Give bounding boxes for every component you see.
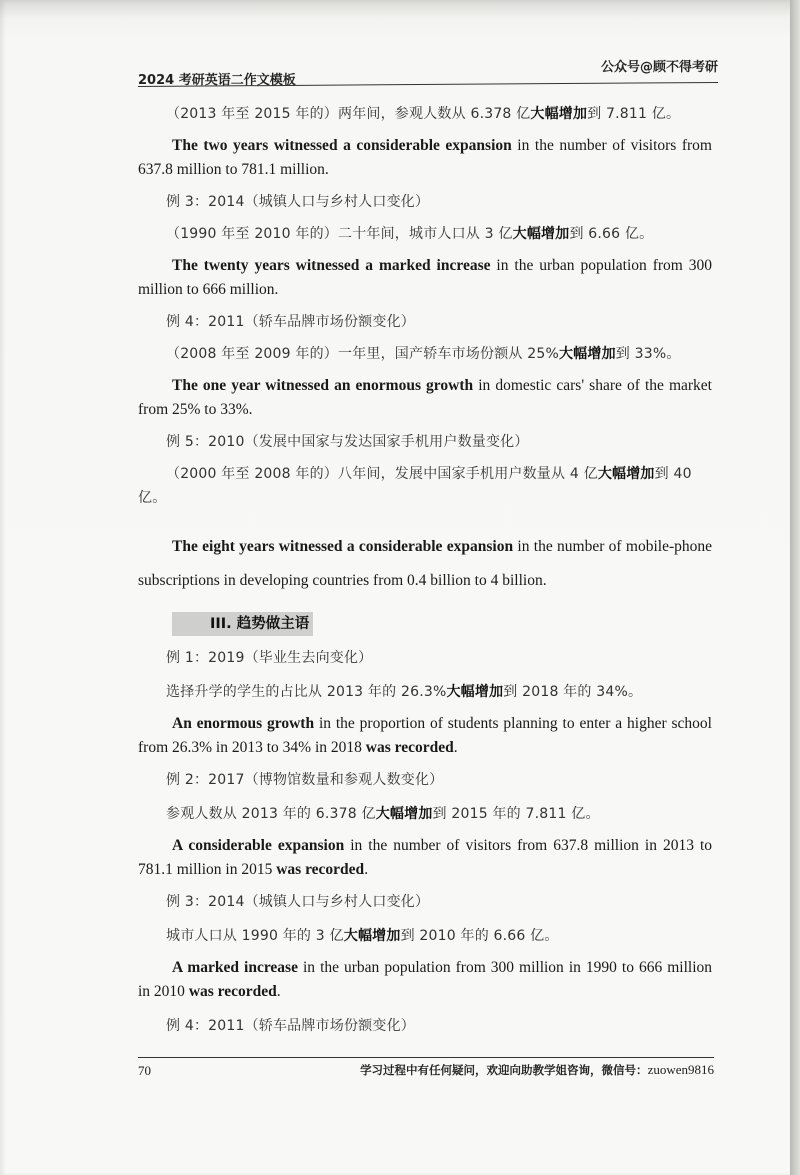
key-phrase: The two years witnessed a considerable expansion <box>172 137 512 154</box>
key-phrase: An enormous growth <box>172 715 315 732</box>
section-heading: III. 趋势做主语 <box>172 612 313 636</box>
keyword-highlight: 大幅增加 <box>597 466 655 482</box>
key-phrase: A marked increase <box>172 959 298 976</box>
key-phrase-verb: was recorded <box>188 983 277 1000</box>
key-phrase: A considerable expansion <box>172 837 345 854</box>
chinese-sentence: 选择升学的学生的占比从 2013 年的 26.3%大幅增加到 2018 年的 34%。 <box>166 684 643 700</box>
running-header <box>138 56 718 86</box>
book-title: 2024 考研英语二作文模板 <box>138 73 296 88</box>
account-name: 公众号@顾不得考研 <box>600 60 718 75</box>
keyword-highlight: 大幅增加 <box>512 226 570 242</box>
chinese-sentence: （1990 年至 2010 年的）二十年间，城市人口从 3 亿大幅增加到 6.66 亿。 <box>166 226 654 242</box>
keyword-highlight: 大幅增加 <box>375 806 433 822</box>
keyword-highlight: 大幅增加 <box>446 684 504 700</box>
example-label: 例 1：2019（毕业生去向变化） <box>166 650 373 666</box>
key-phrase: The twenty years witnessed a marked increase <box>172 257 491 274</box>
chinese-sentence: （2000 年至 2008 年的）八年间，发展中国家手机用户数量从 4 亿大幅增加到 40 亿。 <box>138 466 692 506</box>
wechat-id: zuowen9816 <box>647 1062 714 1077</box>
english-sentence: The one year witnessed an enormous growth in domestic cars' share of the market from 25% to 33%. <box>138 377 712 418</box>
english-sentence: An enormous growth in the proportion of students planning to enter a higher school from 26.3% in 2013 to 34% in 2018 was recorded. <box>138 715 712 756</box>
english-sentence: The eight years witnessed a considerable expansion in the number of mobile-phone subscriptions in developing countries from 0.4 billion to 4 billion. <box>138 538 712 589</box>
page-body <box>138 100 712 1038</box>
footer-note: 学习过程中有任何疑问，欢迎向助教学姐咨询，微信号：zuowen9816 <box>360 1062 714 1077</box>
english-sentence: A considerable expansion in the number of visitors from 637.8 million in 2013 to 781.1 million in 2015 was recorded. <box>138 837 712 878</box>
key-phrase: The one year witnessed an enormous growth <box>172 377 474 394</box>
english-sentence: The two years witnessed a considerable expansion in the number of visitors from 637.8 million to 781.1 million. <box>138 137 712 178</box>
section-heading-row <box>138 612 712 636</box>
footer-rule <box>138 1057 714 1058</box>
example-label: 例 3：2014（城镇人口与乡村人口变化） <box>166 194 430 210</box>
key-phrase-verb: was recorded <box>276 861 365 878</box>
chinese-sentence: （2008 年至 2009 年的）一年里，国产轿车市场份额从 25%大幅增加到 33%。 <box>166 346 681 362</box>
example-label: 例 5：2010（发展中国家与发达国家手机用户数量变化） <box>166 434 529 450</box>
example-label: 例 2：2017（博物馆数量和参观人数变化） <box>166 772 444 788</box>
key-phrase: The eight years witnessed a considerable expansion <box>172 538 514 555</box>
keyword-highlight: 大幅增加 <box>530 106 588 122</box>
example-label: 例 3：2014（城镇人口与乡村人口变化） <box>166 894 430 910</box>
english-sentence: A marked increase in the urban population from 300 million in 1990 to 666 million in 2010 was recorded. <box>138 959 713 1000</box>
chinese-sentence: （2013 年至 2015 年的）两年间，参观人数从 6.378 亿大幅增加到 7.811 亿。 <box>166 106 681 122</box>
example-label: 例 4：2011（轿车品牌市场份额变化） <box>166 1018 415 1034</box>
chinese-sentence: 城市人口从 1990 年的 3 亿大幅增加到 2010 年的 6.66 亿。 <box>166 928 559 944</box>
key-phrase-verb: was recorded <box>365 739 454 756</box>
chinese-sentence: 参观人数从 2013 年的 6.378 亿大幅增加到 2015 年的 7.811 亿。 <box>166 806 600 822</box>
example-label: 例 4：2011（轿车品牌市场份额变化） <box>166 314 415 330</box>
keyword-highlight: 大幅增加 <box>343 928 401 944</box>
page-number: 70 <box>138 1063 151 1078</box>
page-footer <box>138 1057 714 1087</box>
english-sentence: The twenty years witnessed a marked increase in the urban population from 300 million to 666 million. <box>138 257 713 298</box>
page-edge-shadow <box>790 0 800 1175</box>
keyword-highlight: 大幅增加 <box>558 346 616 362</box>
